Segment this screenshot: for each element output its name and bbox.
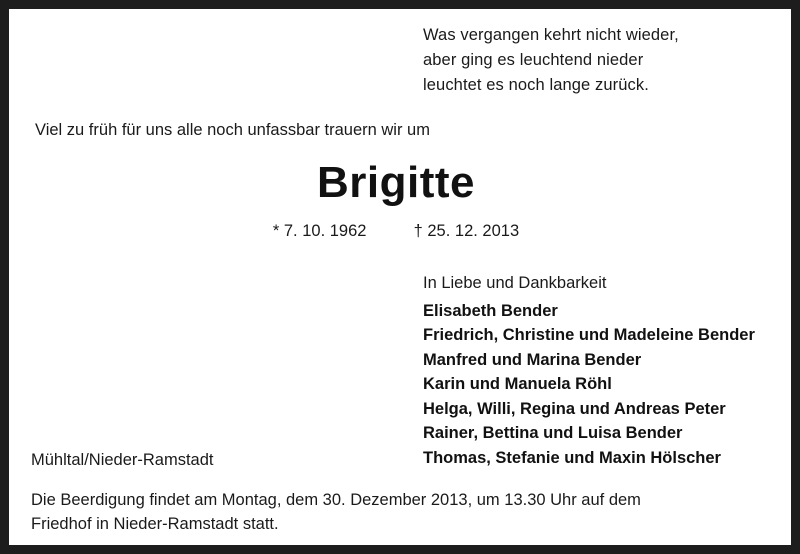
place-text: Mühltal/Nieder-Ramstadt bbox=[31, 451, 214, 469]
life-dates bbox=[31, 222, 769, 241]
family-intro: In Liebe und Dankbarkeit bbox=[423, 274, 607, 292]
verse-line-3: leuchtet es noch lange zurück. bbox=[423, 76, 649, 94]
family-block bbox=[423, 271, 769, 470]
family-member: Helga, Willi, Regina und Andreas Peter bbox=[423, 399, 726, 418]
birth-date: * 7. 10. 1962 bbox=[272, 222, 367, 240]
verse-block bbox=[423, 23, 769, 98]
notice-inner bbox=[9, 9, 791, 545]
verse-line-1: Was vergangen kehrt nicht wieder, bbox=[423, 26, 679, 44]
family-member: Karin und Manuela Röhl bbox=[423, 375, 612, 393]
family-member: Friedrich, Christine und Madeleine Bender bbox=[423, 326, 755, 344]
family-member: Rainer, Bettina und Luisa Bender bbox=[423, 424, 683, 442]
funeral-line-2: Friedhof in Nieder-Ramstadt statt. bbox=[31, 515, 279, 533]
family-member: Manfred und Marina Bender bbox=[423, 350, 642, 369]
lead-text: Viel zu früh für uns alle noch unfassbar trauern wir um bbox=[35, 121, 430, 139]
deceased-name: Brigitte bbox=[317, 158, 475, 207]
family-member: Elisabeth Bender bbox=[423, 301, 558, 320]
death-date: † 25. 12. 2013 bbox=[413, 222, 520, 240]
verse-line-2: aber ging es leuchtend nieder bbox=[423, 51, 644, 69]
funeral-details bbox=[31, 488, 773, 536]
family-member: Thomas, Stefanie und Maxin Hölscher bbox=[423, 448, 721, 467]
funeral-line-1: Die Beerdigung findet am Montag, dem 30. Dezember 2013, um 13.30 Uhr auf dem bbox=[31, 491, 641, 509]
